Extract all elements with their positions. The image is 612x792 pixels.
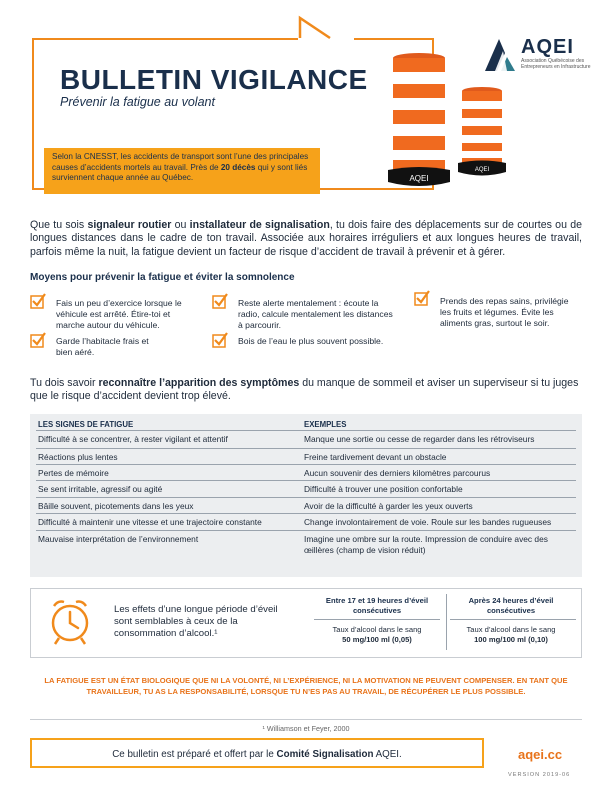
table-cell-example: Imagine une ombre sur la route. Impression de conduire avec des œillères (champ de vision réduit) xyxy=(304,534,548,555)
traffic-drum-large-icon xyxy=(388,52,450,190)
page-title: BULLETIN VIGILANCE xyxy=(60,64,368,95)
alarm-clock-icon xyxy=(46,596,94,646)
logo-subtitle: Association Québécoise des Entrepreneurs en Infrastructure xyxy=(521,58,591,70)
alcohol-col1-header: Entre 17 et 19 heures d’éveil consécutives xyxy=(325,596,429,615)
tip-item: Bois de l’eau le plus souvent possible. xyxy=(238,336,384,346)
checkbox-checked-icon xyxy=(212,293,228,309)
footnote-divider xyxy=(30,719,582,720)
aqei-logo-icon xyxy=(481,37,519,73)
checkbox-checked-icon xyxy=(212,332,228,348)
alcohol-col1-value: Taux d’alcool dans le sang 50 mg/100 ml (0,05) xyxy=(332,625,422,644)
alcohol-column-separator xyxy=(446,594,447,650)
table-divider xyxy=(36,448,576,449)
logo-name: AQEI xyxy=(521,36,574,58)
table-divider xyxy=(36,530,576,531)
footer-credit: Ce bulletin est préparé et offert par le Comité Signalisation AQEI. xyxy=(112,749,402,760)
alcohol-divider xyxy=(314,619,440,620)
intro-text: Selon la CNESST, les accidents de transport sont l’une des principales causes d’accidents mortels au travail. Près de 20 décès qui y sont liés surviennent chaque année au Québec. xyxy=(52,152,309,182)
table-cell-example: Change involontairement de voie. Roule sur les bandes rugueuses xyxy=(304,517,552,527)
table-divider xyxy=(36,480,576,481)
alcohol-col2-value: Taux d’alcool dans le sang 100 mg/100 ml (0,10) xyxy=(466,625,556,644)
tip-item: Fais un peu d’exercice lorsque le véhicule est arrêté. Étire-toi et marche autour du véhicule. xyxy=(56,298,182,330)
alcohol-col2-header: Après 24 heures d’éveil consécutives xyxy=(468,596,554,615)
table-cell-example: Difficulté à trouver une position confortable xyxy=(304,484,463,494)
drum-label-large: AQEI xyxy=(409,174,429,183)
table-header-signs: LES SIGNES DE FATIGUE xyxy=(38,420,134,429)
table-cell-sign: Difficulté à se concentrer, à rester vigilant et attentif xyxy=(38,434,228,444)
table-divider xyxy=(36,430,576,431)
tip-item: Reste alerte mentalement : écoute la radio, calcule mentalement les distances à parcourir. xyxy=(238,298,393,330)
tip-item: Prends des repas sains, privilégie les fruits et légumes. Évite les aliments gras, surtout le soir. xyxy=(440,296,569,328)
drum-label-small: AQEI xyxy=(474,167,490,173)
tip-item: Garde l’habitacle frais et bien aéré. xyxy=(56,336,149,357)
table-cell-example: Manque une sortie ou cesse de regarder dans les rétroviseurs xyxy=(304,434,535,444)
table-header-examples: EXEMPLES xyxy=(304,420,347,429)
table-divider xyxy=(36,513,576,514)
table-divider xyxy=(36,497,576,498)
table-cell-example: Aucun souvenir des derniers kilomètres parcourus xyxy=(304,468,491,478)
checkbox-checked-icon xyxy=(30,293,46,309)
alcohol-divider xyxy=(450,619,576,620)
checkbox-checked-icon xyxy=(414,290,430,306)
table-cell-sign: Bâille souvent, picotements dans les yeux xyxy=(38,501,194,511)
bubble-tail xyxy=(290,14,360,44)
traffic-drum-small-icon xyxy=(458,86,506,180)
table-cell-example: Freine tardivement devant un obstacle xyxy=(304,452,447,462)
tips-title: Moyens pour prévenir la fatigue et éviter la somnolence xyxy=(30,272,295,283)
table-cell-sign: Réactions plus lentes xyxy=(38,452,118,462)
table-divider xyxy=(36,464,576,465)
intro-paragraph: Que tu sois signaleur routier ou installateur de signalisation, tu dois faire des déplacements sur de courtes ou de longues distances dans le cadre de ton travail. Associée aux horaires irréguliers et aux longues heures de travail, parfois même la nuit, la fatigue devient un facteur de risque d’accident de travail à prévenir et à gérer. xyxy=(30,219,583,258)
page-subtitle: Prévenir la fatigue au volant xyxy=(60,95,215,109)
checkbox-checked-icon xyxy=(30,332,46,348)
table-cell-sign: Se sent irritable, agressif ou agité xyxy=(38,484,163,494)
table-cell-sign: Mauvaise interprétation de l’environnement xyxy=(38,534,199,544)
version-label: VERSION 2019-06 xyxy=(508,772,571,778)
symptoms-paragraph: Tu dois savoir reconnaître l’apparition des symptômes du manque de sommeil et aviser un superviseur si tu juges que le risque d’accident devient trop élevé. xyxy=(30,377,579,403)
footer-website-link[interactable]: aqei.cc xyxy=(518,747,563,762)
alcohol-effect-text: Les effets d’une longue période d’éveil sont semblables à ceux de la consommation d’alcool.¹ xyxy=(114,604,278,639)
warning-message: LA FATIGUE EST UN ÉTAT BIOLOGIQUE QUE NI LA VOLONTÉ, NI L’EXPÉRIENCE, NI LA MOTIVATION NE PEUVENT COMPENSER. EN TANT QUE TRAVAILLEUR, TU AS LA RESPONSABILITÉ, LORSQUE TU N’ES PAS AU TRAVAIL, DE RÉCUPÉRER LE PLUS POSSIBLE. xyxy=(44,676,568,696)
table-cell-sign: Difficulté à maintenir une vitesse et une trajectoire constante xyxy=(38,517,262,527)
table-cell-example: Avoir de la difficulté à garder les yeux ouverts xyxy=(304,501,473,511)
footnote: ¹ Williamson et Feyer, 2000 xyxy=(262,724,350,733)
table-cell-sign: Pertes de mémoire xyxy=(38,468,109,478)
